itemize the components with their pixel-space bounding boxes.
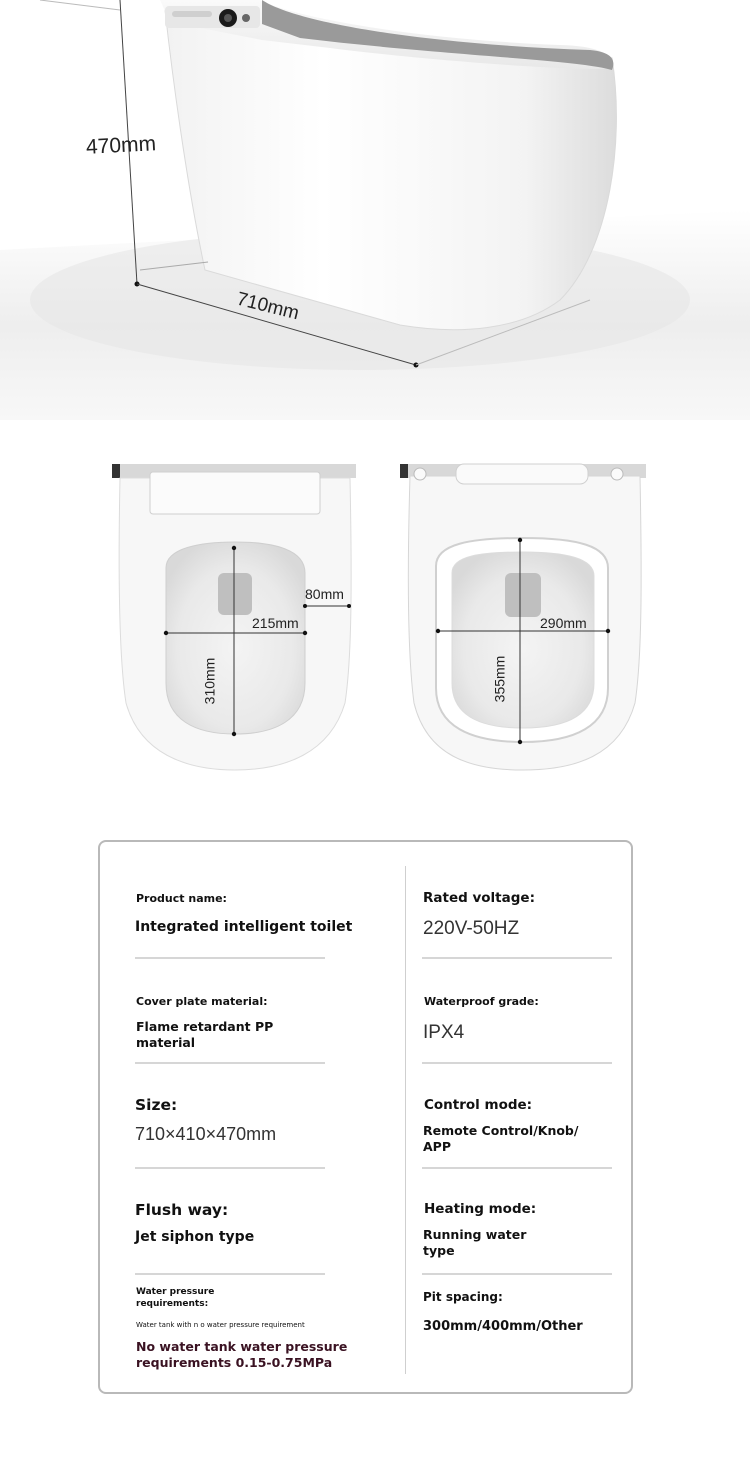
top-views-illustration [0, 458, 750, 788]
water-pressure-label-line2: requirements: [136, 1299, 209, 1309]
heating-mode-value-line2: type [423, 1243, 455, 1258]
rim-offset-label: 80mm [305, 586, 344, 602]
heating-mode-value-line1: Running water [423, 1227, 527, 1242]
waterproof-label: Waterproof grade: [424, 995, 539, 1008]
water-pressure-value-line2: requirements 0.15-0.75MPa [136, 1355, 333, 1370]
length-dimension-label: 710mm [234, 288, 302, 325]
height-dimension-label: 470mm [85, 132, 157, 159]
water-pressure-label-line1: Water pressure [136, 1287, 215, 1297]
rated-voltage-value: 220V-50HZ [423, 918, 520, 939]
rated-voltage-label: Rated voltage: [423, 890, 535, 906]
divider [135, 1167, 325, 1169]
seat-width-label: 290mm [540, 615, 587, 631]
side-view-toilet-image [0, 0, 750, 420]
cover-plate-label: Cover plate material: [136, 995, 268, 1008]
side-view-illustration [0, 0, 750, 420]
divider [135, 1062, 325, 1064]
control-mode-value-line1: Remote Control/Knob/ [423, 1123, 579, 1138]
cover-plate-value-line2: material [136, 1035, 196, 1050]
waterproof-value: IPX4 [423, 1022, 465, 1043]
control-mode-label: Control mode: [424, 1097, 533, 1113]
divider [135, 957, 325, 959]
flush-way-value: Jet siphon type [135, 1229, 255, 1245]
bowl-width-label: 215mm [252, 615, 299, 631]
pit-spacing-label: Pit spacing: [423, 1290, 503, 1304]
top-view-toilets-image [0, 458, 750, 788]
divider [422, 1273, 612, 1275]
heating-mode-label: Heating mode: [424, 1201, 537, 1217]
bowl-length-label: 310mm [201, 657, 218, 705]
size-value: 710×410×470mm [135, 1124, 277, 1144]
flush-way-label: Flush way: [135, 1201, 229, 1219]
specifications-card [98, 840, 633, 1394]
column-divider [405, 866, 406, 1374]
divider [135, 1273, 325, 1275]
cover-plate-value-line1: Flame retardant PP [136, 1019, 274, 1034]
divider [422, 1062, 612, 1064]
size-label: Size: [135, 1096, 178, 1114]
control-mode-value-line2: APP [423, 1139, 451, 1154]
product-name-label: Product name: [136, 892, 227, 905]
seat-length-label: 355mm [491, 655, 508, 703]
pit-spacing-value: 300mm/400mm/Other [423, 1319, 583, 1334]
product-name-value: Integrated intelligent toilet [135, 919, 353, 935]
divider [422, 1167, 612, 1169]
water-pressure-value-line1: No water tank water pressure [136, 1339, 348, 1354]
water-pressure-note: Water tank with n o water pressure requirement [136, 1321, 305, 1329]
divider [422, 957, 612, 959]
